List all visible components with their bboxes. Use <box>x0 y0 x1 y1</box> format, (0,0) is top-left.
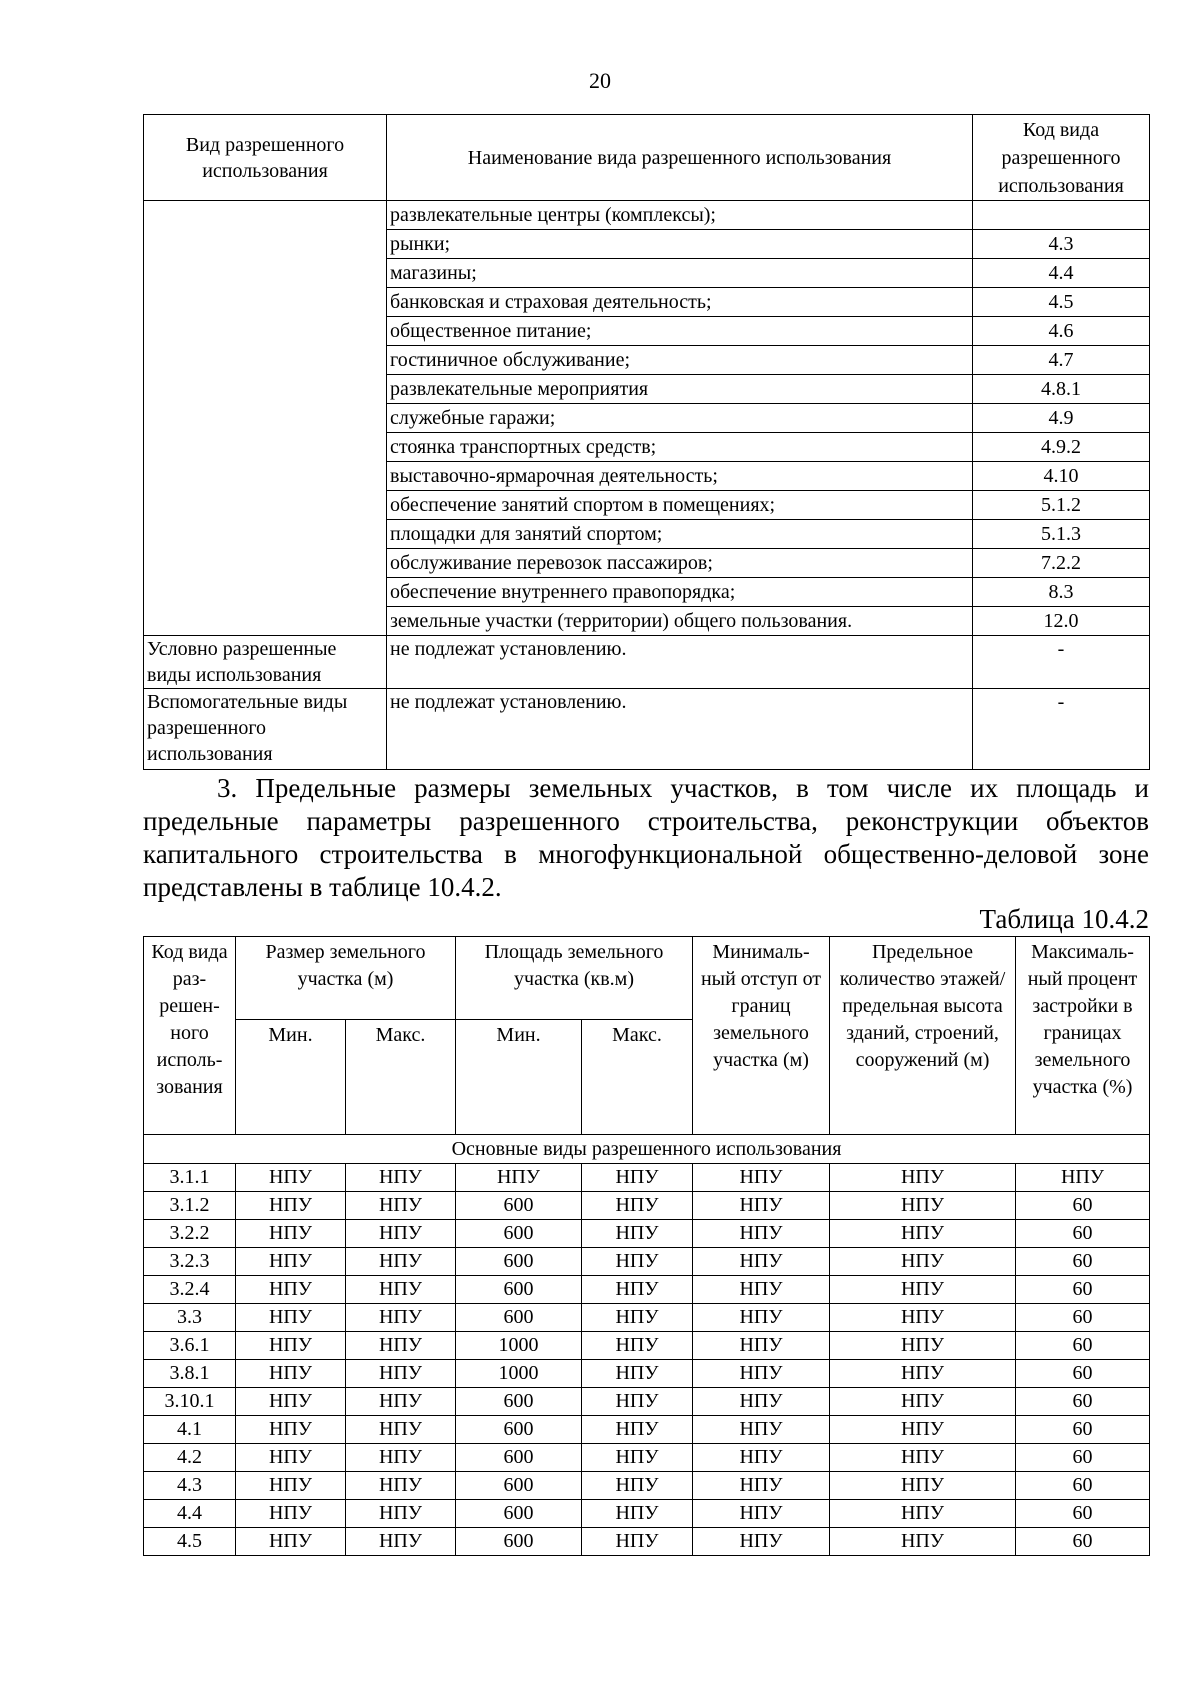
table-row <box>144 1192 1150 1220</box>
table-cell: 3.2.4 <box>144 1276 236 1304</box>
table-cell: НПУ <box>346 1332 456 1360</box>
table-cell: НПУ <box>582 1164 693 1192</box>
header-plot-area: Площадь земельного участка (кв.м) <box>456 937 693 1020</box>
table-cell: 600 <box>456 1220 582 1248</box>
table-cell: 3.2.3 <box>144 1248 236 1276</box>
table-cell: НПУ <box>346 1164 456 1192</box>
table-cell: НПУ <box>693 1304 830 1332</box>
table-cell: НПУ <box>236 1276 346 1304</box>
plot-parameters-header-row-1 <box>144 937 1150 1020</box>
use-code-cell: 8.3 <box>973 578 1150 607</box>
table-cell: НПУ <box>236 1332 346 1360</box>
table-row <box>144 1416 1150 1444</box>
table-cell: 3.10.1 <box>144 1388 236 1416</box>
use-name-cell: площадки для занятий спортом; <box>387 520 973 549</box>
table-cell: 60 <box>1016 1388 1150 1416</box>
table-cell: НПУ <box>582 1444 693 1472</box>
table-cell: 60 <box>1016 1248 1150 1276</box>
use-code-cell: 4.9 <box>973 404 1150 433</box>
table-cell: НПУ <box>346 1248 456 1276</box>
auxiliary-use-row <box>144 689 1150 770</box>
table-cell: НПУ <box>582 1360 693 1388</box>
table-cell: НПУ <box>830 1444 1016 1472</box>
table-cell: НПУ <box>346 1276 456 1304</box>
section-label: Основные виды разрешенного использования <box>144 1135 1150 1164</box>
table-cell: НПУ <box>830 1500 1016 1528</box>
table-cell: 1000 <box>456 1332 582 1360</box>
use-name-cell: не подлежат установлению. <box>387 636 973 689</box>
table-cell: 60 <box>1016 1220 1150 1248</box>
table-cell: НПУ <box>456 1164 582 1192</box>
table-cell: НПУ <box>346 1304 456 1332</box>
table-cell: НПУ <box>346 1360 456 1388</box>
use-name-cell: развлекательные центры (комплексы); <box>387 201 973 230</box>
use-name-cell: служебные гаражи; <box>387 404 973 433</box>
table-cell: 4.1 <box>144 1416 236 1444</box>
table-cell: НПУ <box>582 1304 693 1332</box>
land-use-table-header <box>144 115 1150 201</box>
table-cell: НПУ <box>346 1388 456 1416</box>
table-cell: НПУ <box>830 1472 1016 1500</box>
table-cell: НПУ <box>693 1528 830 1556</box>
table-cell: НПУ <box>693 1164 830 1192</box>
table-cell: НПУ <box>236 1164 346 1192</box>
conditional-use-row <box>144 636 1150 689</box>
table-cell: 600 <box>456 1528 582 1556</box>
header-area-max: Макс. <box>582 1020 693 1135</box>
table-cell: НПУ <box>693 1444 830 1472</box>
table-cell: НПУ <box>693 1416 830 1444</box>
table-cell: НПУ <box>236 1192 346 1220</box>
land-use-table-body <box>144 115 1150 770</box>
use-code-cell: 4.5 <box>973 288 1150 317</box>
use-code-cell: 4.9.2 <box>973 433 1150 462</box>
table-cell: 600 <box>456 1500 582 1528</box>
table-cell: НПУ <box>830 1388 1016 1416</box>
table-cell: 60 <box>1016 1192 1150 1220</box>
table-cell: 1000 <box>456 1360 582 1388</box>
table-cell: НПУ <box>346 1444 456 1472</box>
use-name-cell: банковская и страховая деятельность; <box>387 288 973 317</box>
table-cell: 60 <box>1016 1528 1150 1556</box>
use-name-cell: обслуживание перевозок пассажиров; <box>387 549 973 578</box>
table-cell: НПУ <box>830 1332 1016 1360</box>
table-cell: 600 <box>456 1304 582 1332</box>
table-cell: 3.2.2 <box>144 1220 236 1248</box>
table-cell: 60 <box>1016 1444 1150 1472</box>
table-cell: НПУ <box>582 1388 693 1416</box>
use-code-cell: 4.6 <box>973 317 1150 346</box>
use-code-cell: 7.2.2 <box>973 549 1150 578</box>
table-cell: НПУ <box>346 1528 456 1556</box>
table-row <box>144 1528 1150 1556</box>
table-cell: НПУ <box>693 1360 830 1388</box>
table-cell: НПУ <box>346 1192 456 1220</box>
table-cell: НПУ <box>693 1192 830 1220</box>
page-number: 20 <box>589 68 611 93</box>
table-cell: НПУ <box>236 1360 346 1388</box>
table-row <box>144 1360 1150 1388</box>
table-cell: 60 <box>1016 1472 1150 1500</box>
use-code-cell: - <box>973 636 1150 689</box>
table-cell: 60 <box>1016 1276 1150 1304</box>
table-cell: НПУ <box>693 1388 830 1416</box>
header-plot-size: Размер земельного участка (м) <box>236 937 456 1020</box>
table-row <box>144 1388 1150 1416</box>
header-use-type: Вид разрешенного использования <box>144 115 387 201</box>
header-size-max: Макс. <box>346 1020 456 1135</box>
table-cell: НПУ <box>1016 1164 1150 1192</box>
use-type-cell: Условно разрешенные виды использования <box>144 636 387 689</box>
table-row <box>144 1332 1150 1360</box>
use-name-cell: магазины; <box>387 259 973 288</box>
use-code-cell: 4.7 <box>973 346 1150 375</box>
use-code-cell: 5.1.3 <box>973 520 1150 549</box>
paragraph-section-3: 3. Предельные размеры земельных участков, в том числе их площадь и предельные параметры разрешенного строительства, реконструкции объектов капитального строительства в многофункциональной общественно-деловой зоне представлены в таблице 10.4.2. <box>143 773 1149 902</box>
table-cell: 3.3 <box>144 1304 236 1332</box>
table-cell: НПУ <box>582 1528 693 1556</box>
table-cell: НПУ <box>582 1472 693 1500</box>
table-cell: НПУ <box>693 1220 830 1248</box>
table-cell: НПУ <box>830 1416 1016 1444</box>
table-cell: НПУ <box>582 1276 693 1304</box>
table-cell: НПУ <box>236 1220 346 1248</box>
use-code-cell: - <box>973 689 1150 770</box>
use-name-cell: не подлежат установлению. <box>387 689 973 770</box>
use-code-cell: 4.4 <box>973 259 1150 288</box>
table-cell: 3.1.2 <box>144 1192 236 1220</box>
header-coverage: Максималь-ный процент застройки в границах земельного участка (%) <box>1016 937 1150 1135</box>
table-cell: НПУ <box>236 1500 346 1528</box>
table-cell: 3.8.1 <box>144 1360 236 1388</box>
table-row <box>144 1304 1150 1332</box>
use-name-cell: развлекательные мероприятия <box>387 375 973 404</box>
table-cell: 4.2 <box>144 1444 236 1472</box>
table-cell: 60 <box>1016 1332 1150 1360</box>
table-cell: НПУ <box>830 1360 1016 1388</box>
table-cell: НПУ <box>830 1164 1016 1192</box>
table-cell: 60 <box>1016 1416 1150 1444</box>
table-cell: НПУ <box>693 1500 830 1528</box>
table-row <box>144 1220 1150 1248</box>
table-cell: НПУ <box>236 1472 346 1500</box>
table-cell: НПУ <box>346 1472 456 1500</box>
table-cell: НПУ <box>346 1500 456 1528</box>
use-type-cell: Вспомогательные виды разрешенного использования <box>144 689 387 770</box>
table-cell: НПУ <box>236 1304 346 1332</box>
use-code-cell: 12.0 <box>973 607 1150 636</box>
section-row <box>144 1135 1150 1164</box>
table-cell: 600 <box>456 1248 582 1276</box>
land-use-row <box>144 201 1150 230</box>
table-cell: НПУ <box>236 1388 346 1416</box>
table-cell: 600 <box>456 1388 582 1416</box>
table-cell: НПУ <box>830 1192 1016 1220</box>
table-cell: НПУ <box>236 1416 346 1444</box>
plot-parameters-body <box>144 937 1150 1556</box>
header-floors: Предельное количество этажей/ предельная высота зданий, строений, сооружений (м) <box>830 937 1016 1135</box>
table-cell: 600 <box>456 1472 582 1500</box>
table-cell: 3.6.1 <box>144 1332 236 1360</box>
table-row <box>144 1444 1150 1472</box>
table-cell: НПУ <box>236 1444 346 1472</box>
header-area-min: Мин. <box>456 1020 582 1135</box>
use-name-cell: выставочно-ярмарочная деятельность; <box>387 462 973 491</box>
table-cell: НПУ <box>582 1248 693 1276</box>
table-row <box>144 1276 1150 1304</box>
table-cell: 4.4 <box>144 1500 236 1528</box>
table-cell: 3.1.1 <box>144 1164 236 1192</box>
use-name-cell: обеспечение внутреннего правопорядка; <box>387 578 973 607</box>
plot-parameters-table <box>143 936 1150 1556</box>
table-cell: НПУ <box>693 1248 830 1276</box>
table-cell: 60 <box>1016 1360 1150 1388</box>
table-cell: НПУ <box>582 1500 693 1528</box>
table-cell: НПУ <box>236 1248 346 1276</box>
use-name-cell: общественное питание; <box>387 317 973 346</box>
header-use-code: Код вида разрешенного использования <box>973 115 1150 201</box>
table-row <box>144 1472 1150 1500</box>
table-cell: 4.3 <box>144 1472 236 1500</box>
table-cell: НПУ <box>830 1304 1016 1332</box>
header-size-min: Мин. <box>236 1020 346 1135</box>
table-cell: 4.5 <box>144 1528 236 1556</box>
table-row <box>144 1500 1150 1528</box>
table-cell: НПУ <box>346 1416 456 1444</box>
table-cell: 600 <box>456 1444 582 1472</box>
table-cell: НПУ <box>582 1332 693 1360</box>
table-cell: 60 <box>1016 1304 1150 1332</box>
table-cell: НПУ <box>830 1276 1016 1304</box>
use-name-cell: обеспечение занятий спортом в помещениях; <box>387 491 973 520</box>
use-code-cell: 4.10 <box>973 462 1150 491</box>
table-cell: НПУ <box>236 1528 346 1556</box>
table-cell: НПУ <box>830 1220 1016 1248</box>
table-cell: НПУ <box>830 1528 1016 1556</box>
use-name-cell: гостиничное обслуживание; <box>387 346 973 375</box>
table-cell: НПУ <box>693 1472 830 1500</box>
table-cell: НПУ <box>693 1332 830 1360</box>
land-use-types-table <box>143 114 1150 770</box>
use-code-cell: 5.1.2 <box>973 491 1150 520</box>
table-cell: 600 <box>456 1416 582 1444</box>
table-cell: НПУ <box>582 1416 693 1444</box>
use-name-cell: рынки; <box>387 230 973 259</box>
use-name-cell: стоянка транспортных средств; <box>387 433 973 462</box>
main-use-type-cell <box>144 201 387 636</box>
table-row <box>144 1164 1150 1192</box>
header-use-name: Наименование вида разрешенного использования <box>387 115 973 201</box>
table-cell: 60 <box>1016 1500 1150 1528</box>
table-row <box>144 1248 1150 1276</box>
table-cell: НПУ <box>582 1220 693 1248</box>
header-setback: Минималь-ный отступ от границ земельного участка (м) <box>693 937 830 1135</box>
use-code-cell <box>973 201 1150 230</box>
table-cell: НПУ <box>830 1248 1016 1276</box>
use-name-cell: земельные участки (территории) общего пользования. <box>387 607 973 636</box>
header-code: Код вида раз-решен-ного исполь-зования <box>144 937 236 1135</box>
table-cell: НПУ <box>582 1192 693 1220</box>
table-cell: 600 <box>456 1192 582 1220</box>
table-cell: 600 <box>456 1276 582 1304</box>
use-code-cell: 4.8.1 <box>973 375 1150 404</box>
table-caption: Таблица 10.4.2 <box>979 904 1149 934</box>
use-code-cell: 4.3 <box>973 230 1150 259</box>
table-cell: НПУ <box>693 1276 830 1304</box>
table-cell: НПУ <box>346 1220 456 1248</box>
